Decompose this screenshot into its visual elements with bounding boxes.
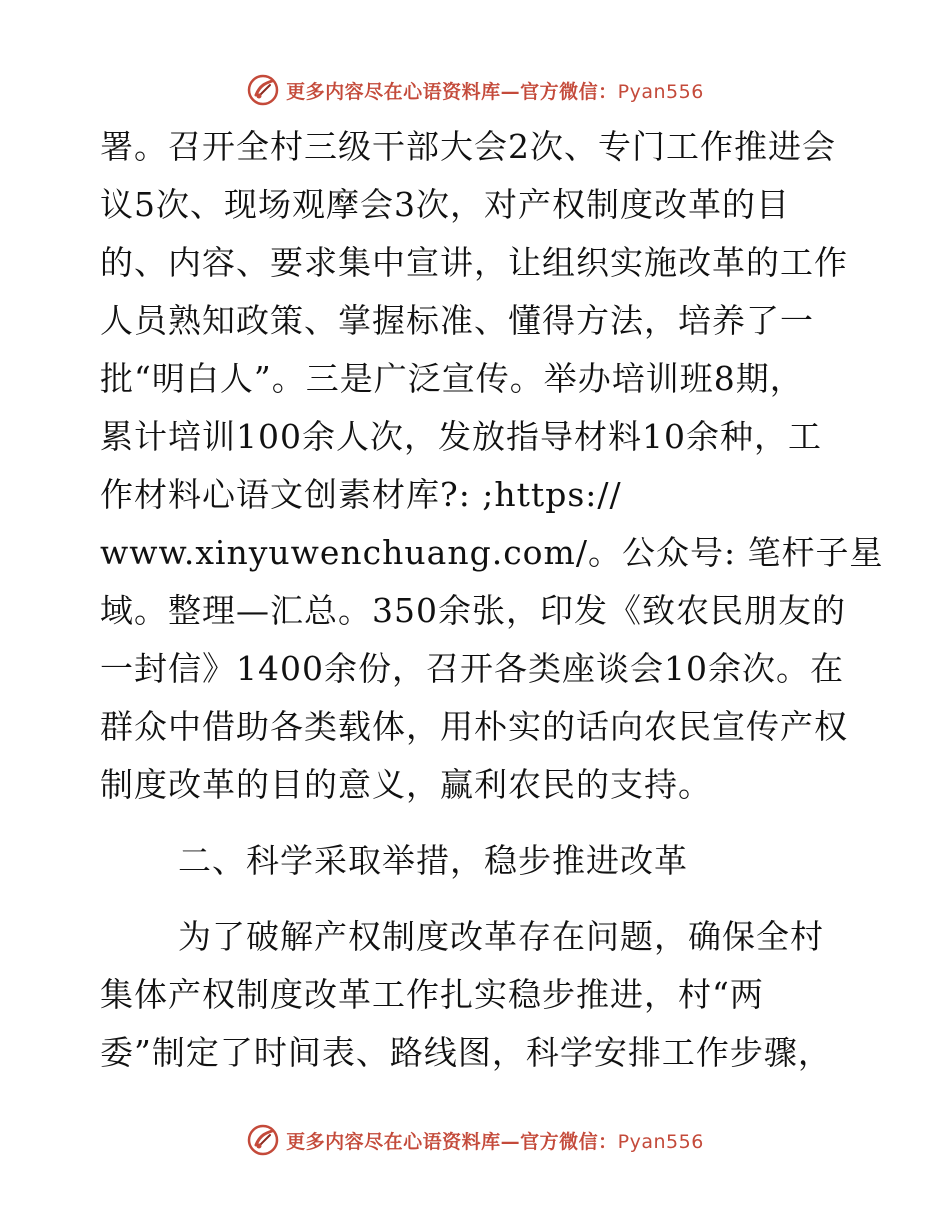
- body-line-12: 制度改革的目的意义，赢利农民的支持。: [100, 765, 712, 804]
- watermark-text: 更多内容尽在心语资料库—官方微信：Pyan556: [286, 80, 704, 103]
- body-line-4: 人员熟知政策、掌握标准、懂得方法，培养了一: [100, 301, 814, 340]
- body-line-8: www.xinyuwenchuang.com/。公众号: 笔杆子星: [100, 533, 884, 572]
- body-line-11: 群众中借助各类载体，用朴实的话向农民宣传产权: [100, 707, 848, 746]
- brand-logo-icon: [246, 73, 280, 107]
- body-line-1: 署。召开全村三级干部大会2次、专门工作推进会: [100, 127, 836, 166]
- section-heading: 二、科学采取举措，稳步推进改革: [178, 841, 688, 880]
- header-watermark: [0, 70, 950, 110]
- body-line-3: 的、内容、要求集中宣讲，让组织实施改革的工作: [100, 243, 848, 282]
- watermark-id: Pyan556: [617, 1130, 704, 1153]
- footer-watermark: [0, 1120, 950, 1160]
- paragraph2-line-3: 委”制定了时间表、路线图，科学安排工作步骤，: [100, 1033, 832, 1072]
- brand-logo-icon: [246, 1123, 280, 1157]
- paragraph2-line-1: 为了破解产权制度改革存在问题，确保全村: [178, 917, 824, 956]
- body-line-7: 作材料心语文创素材库?: ;https://: [100, 475, 622, 514]
- body-line-2: 议5次、现场观摩会3次，对产权制度改革的目: [100, 185, 790, 224]
- watermark-text: 更多内容尽在心语资料库—官方微信：Pyan556: [286, 1130, 704, 1153]
- paragraph2-line-2: 集体产权制度改革工作扎实稳步推进，村“两: [100, 975, 764, 1014]
- body-line-9: 域。整理—汇总。350余张，印发《致农民朋友的: [100, 591, 846, 630]
- body-line-5: 批“明白人”。三是广泛宣传。举办培训班8期，: [100, 359, 804, 398]
- body-line-6: 累计培训100余人次，发放指导材料10余种，工: [100, 417, 822, 456]
- body-line-10: 一封信》1400余份，召开各类座谈会10余次。在: [100, 649, 844, 688]
- watermark-id: Pyan556: [617, 80, 704, 103]
